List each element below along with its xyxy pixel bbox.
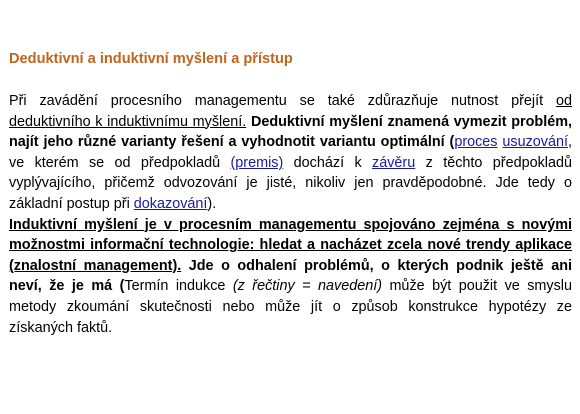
text-intro: Při zavádění procesního managementu se také zdůrazňuje nutnost přejít <box>9 93 556 109</box>
text-induction-rest: může být použit ve smyslu metody zkoumání skutečnosti nebo může jít o způsob konstrukce hypotézy ze získaných faktů. <box>9 278 572 336</box>
link-usuzovani[interactable]: usuzování <box>502 134 569 151</box>
slide-title: Deduktivní a induktivní myšlení a přístup <box>9 51 293 67</box>
text-close-paren: ). <box>207 195 217 212</box>
text-deduction-desc-b: dochází k <box>283 154 373 171</box>
text-induction-term: Termín indukce <box>124 278 233 295</box>
text-induction-bold: Jde o odhalení problémů, o kterých podnik ještě ani neví, že je má <box>9 257 572 295</box>
text-deduction-desc-c: z těchto předpokladů vyplývajícího, přičemž odvozování je jisté, nikoliv jen pravděpodobné. Jde tedy o základní postup při <box>9 154 572 212</box>
text-induction-underlined: Induktivní myšlení je v procesním managementu spojováno zejména s novými možnostmi informační technologie: hledat a nacházet zcela nové trendy aplikace (znalostní management). <box>9 216 572 274</box>
text-underlined-transition: od deduktivního k induktivnímu myšlení. <box>9 93 572 130</box>
link-premis[interactable]: (premis) <box>230 154 284 171</box>
text-induction-greek: (z řečtiny = navedení) <box>232 278 382 295</box>
text-deduction-definition: Deduktivní myšlení znamená vymezit problém, najít jeho různé varianty řešení a vyhodnotit variantu optimální <box>9 113 573 151</box>
link-dokazovani[interactable]: dokazování <box>133 195 208 212</box>
text-induction-open-paren: ( <box>112 278 125 295</box>
paragraph-induction <box>9 215 572 339</box>
text-deduction-desc-a: , ve kterém se od předpokladů <box>9 134 573 171</box>
link-zaveru[interactable]: závěru <box>372 154 416 171</box>
text-open-paren: ( <box>444 134 455 151</box>
paragraph-deduction <box>9 91 572 215</box>
link-proces[interactable]: proces <box>454 134 498 151</box>
